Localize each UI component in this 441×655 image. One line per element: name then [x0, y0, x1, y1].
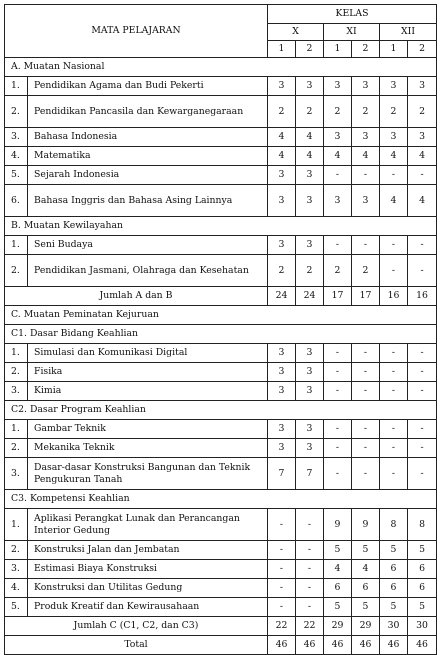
- hours-cell: -: [296, 541, 324, 560]
- hours-cell: -: [352, 236, 380, 255]
- row-number: 4.: [5, 147, 28, 166]
- subject-name: Mekanika Teknik: [28, 439, 268, 458]
- total-cell: 46: [352, 636, 380, 655]
- subject-row: [5, 344, 437, 363]
- total-cell: 30: [380, 617, 408, 636]
- hours-cell: -: [296, 560, 324, 579]
- row-number: 1.: [5, 77, 28, 96]
- subject-name: Bahasa Indonesia: [28, 128, 268, 147]
- hours-cell: 4: [408, 147, 437, 166]
- subject-row: [5, 420, 437, 439]
- subject-row: [5, 439, 437, 458]
- subject-name: Gambar Teknik: [28, 420, 268, 439]
- total-cell: 46: [408, 636, 437, 655]
- total-cell: 24: [296, 287, 324, 306]
- subject-row: [5, 255, 437, 287]
- semester-header: 2: [296, 41, 324, 58]
- hours-cell: -: [408, 236, 437, 255]
- row-number: 1.: [5, 509, 28, 541]
- hours-cell: 3: [296, 344, 324, 363]
- hours-cell: -: [408, 255, 437, 287]
- section-title: C3. Kompetensi Keahlian: [5, 490, 437, 509]
- hours-cell: -: [324, 458, 352, 490]
- row-number: 4.: [5, 579, 28, 598]
- row-number: 6.: [5, 185, 28, 217]
- hours-cell: 6: [324, 579, 352, 598]
- kelas-header: KELAS: [268, 5, 437, 24]
- hours-cell: -: [408, 420, 437, 439]
- hours-cell: 3: [296, 439, 324, 458]
- semester-header: 2: [408, 41, 437, 58]
- subject-name: Simulasi dan Komunikasi Digital: [28, 344, 268, 363]
- row-number: 1.: [5, 236, 28, 255]
- hours-cell: 4: [380, 147, 408, 166]
- row-number: 2.: [5, 439, 28, 458]
- section-row: [5, 401, 437, 420]
- hours-cell: -: [380, 166, 408, 185]
- total-row: [5, 287, 437, 306]
- subject-row: [5, 236, 437, 255]
- subject-name: Fisika: [28, 363, 268, 382]
- row-number: 2.: [5, 541, 28, 560]
- hours-cell: -: [380, 255, 408, 287]
- section-row: [5, 217, 437, 236]
- hours-cell: -: [324, 363, 352, 382]
- hours-cell: -: [268, 541, 296, 560]
- hours-cell: 3: [268, 439, 296, 458]
- hours-cell: 3: [352, 77, 380, 96]
- subject-row: [5, 147, 437, 166]
- hours-cell: 6: [352, 579, 380, 598]
- hours-cell: -: [408, 382, 437, 401]
- semester-header: 1: [324, 41, 352, 58]
- hours-cell: -: [408, 363, 437, 382]
- hours-cell: 2: [324, 255, 352, 287]
- subject-row: [5, 458, 437, 490]
- hours-cell: -: [324, 236, 352, 255]
- subject-row: [5, 96, 437, 128]
- hours-cell: 5: [352, 598, 380, 617]
- hours-cell: -: [268, 560, 296, 579]
- row-number: 3.: [5, 128, 28, 147]
- hours-cell: 3: [268, 236, 296, 255]
- hours-cell: 4: [268, 128, 296, 147]
- hours-cell: 3: [324, 185, 352, 217]
- hours-cell: 5: [352, 541, 380, 560]
- section-title: C1. Dasar Bidang Keahlian: [5, 325, 437, 344]
- total-label: Jumlah A dan B: [5, 287, 268, 306]
- hours-cell: 4: [324, 560, 352, 579]
- section-row: [5, 306, 437, 325]
- hours-cell: 2: [296, 255, 324, 287]
- hours-cell: -: [352, 382, 380, 401]
- hours-cell: -: [268, 598, 296, 617]
- hours-cell: 6: [380, 560, 408, 579]
- hours-cell: -: [296, 598, 324, 617]
- total-cell: 16: [408, 287, 437, 306]
- total-cell: 17: [324, 287, 352, 306]
- hours-cell: 6: [380, 579, 408, 598]
- curriculum-table-container: [4, 4, 437, 655]
- hours-cell: -: [296, 509, 324, 541]
- hours-cell: 6: [408, 579, 437, 598]
- total-cell: 46: [268, 636, 296, 655]
- total-cell: 46: [380, 636, 408, 655]
- total-cell: 22: [268, 617, 296, 636]
- grade-header-x: X: [268, 24, 324, 41]
- section-title: C. Muatan Peminatan Kejuruan: [5, 306, 437, 325]
- hours-cell: 3: [408, 77, 437, 96]
- hours-cell: 5: [380, 541, 408, 560]
- hours-cell: 3: [324, 77, 352, 96]
- total-cell: 46: [296, 636, 324, 655]
- subject-name: Produk Kreatif dan Kewirausahaan: [28, 598, 268, 617]
- hours-cell: -: [324, 166, 352, 185]
- hours-cell: 7: [296, 458, 324, 490]
- hours-cell: 5: [408, 598, 437, 617]
- row-number: 5.: [5, 598, 28, 617]
- section-title: C2. Dasar Program Keahlian: [5, 401, 437, 420]
- hours-cell: 4: [352, 560, 380, 579]
- hours-cell: 3: [268, 344, 296, 363]
- hours-cell: 3: [296, 185, 324, 217]
- hours-cell: 2: [408, 96, 437, 128]
- subject-name: Pendidikan Agama dan Budi Pekerti: [28, 77, 268, 96]
- hours-cell: -: [380, 344, 408, 363]
- hours-cell: -: [324, 420, 352, 439]
- semester-header: 2: [352, 41, 380, 58]
- hours-cell: 2: [380, 96, 408, 128]
- hours-cell: -: [408, 458, 437, 490]
- hours-cell: -: [268, 509, 296, 541]
- subject-name: Aplikasi Perangkat Lunak dan Perancangan Interior Gedung: [28, 509, 268, 541]
- hours-cell: 3: [268, 77, 296, 96]
- total-label: Total: [5, 636, 268, 655]
- hours-cell: 6: [408, 560, 437, 579]
- hours-cell: 3: [380, 128, 408, 147]
- hours-cell: -: [324, 344, 352, 363]
- hours-cell: -: [380, 363, 408, 382]
- subject-row: [5, 363, 437, 382]
- hours-cell: -: [380, 439, 408, 458]
- hours-cell: 3: [380, 77, 408, 96]
- hours-cell: 3: [296, 382, 324, 401]
- total-cell: 46: [324, 636, 352, 655]
- hours-cell: 5: [324, 598, 352, 617]
- hours-cell: 3: [352, 185, 380, 217]
- hours-cell: 3: [268, 382, 296, 401]
- hours-cell: 4: [380, 185, 408, 217]
- hours-cell: -: [352, 458, 380, 490]
- hours-cell: 3: [268, 185, 296, 217]
- hours-cell: 8: [380, 509, 408, 541]
- hours-cell: 2: [324, 96, 352, 128]
- hours-cell: 3: [296, 166, 324, 185]
- total-cell: 16: [380, 287, 408, 306]
- subject-column-header: MATA PELAJARAN: [5, 5, 268, 58]
- hours-cell: -: [268, 579, 296, 598]
- hours-cell: -: [296, 579, 324, 598]
- hours-cell: 2: [352, 96, 380, 128]
- subject-name: Kimia: [28, 382, 268, 401]
- hours-cell: -: [352, 439, 380, 458]
- hours-cell: -: [324, 382, 352, 401]
- hours-cell: 4: [296, 128, 324, 147]
- total-cell: 17: [352, 287, 380, 306]
- hours-cell: 2: [268, 255, 296, 287]
- hours-cell: -: [380, 236, 408, 255]
- subject-name: Bahasa Inggris dan Bahasa Asing Lainnya: [28, 185, 268, 217]
- hours-cell: -: [352, 363, 380, 382]
- row-number: 3.: [5, 560, 28, 579]
- hours-cell: 3: [324, 128, 352, 147]
- subject-name: Pendidikan Pancasila dan Kewarganegaraan: [28, 96, 268, 128]
- hours-cell: -: [380, 382, 408, 401]
- subject-row: [5, 185, 437, 217]
- total-cell: 22: [296, 617, 324, 636]
- table-header: [5, 5, 437, 58]
- section-row: [5, 325, 437, 344]
- total-row: [5, 636, 437, 655]
- hours-cell: 3: [296, 420, 324, 439]
- hours-cell: -: [324, 439, 352, 458]
- hours-cell: 3: [408, 128, 437, 147]
- grade-header-xi: XI: [324, 24, 380, 41]
- subject-name: Matematika: [28, 147, 268, 166]
- hours-cell: -: [352, 344, 380, 363]
- hours-cell: -: [408, 344, 437, 363]
- row-number: 2.: [5, 255, 28, 287]
- row-number: 1.: [5, 420, 28, 439]
- subject-row: [5, 128, 437, 147]
- section-title: A. Muatan Nasional: [5, 58, 437, 77]
- subject-row: [5, 509, 437, 541]
- subject-name: Konstruksi Jalan dan Jembatan: [28, 541, 268, 560]
- row-number: 2.: [5, 96, 28, 128]
- hours-cell: 3: [296, 77, 324, 96]
- hours-cell: 5: [408, 541, 437, 560]
- hours-cell: 5: [380, 598, 408, 617]
- hours-cell: 4: [352, 147, 380, 166]
- section-row: [5, 490, 437, 509]
- subject-row: [5, 541, 437, 560]
- hours-cell: 2: [296, 96, 324, 128]
- hours-cell: 3: [268, 363, 296, 382]
- hours-cell: -: [408, 439, 437, 458]
- hours-cell: 2: [268, 96, 296, 128]
- hours-cell: -: [352, 420, 380, 439]
- hours-cell: 5: [324, 541, 352, 560]
- row-number: 5.: [5, 166, 28, 185]
- subject-row: [5, 77, 437, 96]
- hours-cell: 9: [352, 509, 380, 541]
- total-label: Jumlah C (C1, C2, dan C3): [5, 617, 268, 636]
- total-row: [5, 617, 437, 636]
- subject-name: Konstruksi dan Utilitas Gedung: [28, 579, 268, 598]
- hours-cell: 3: [352, 128, 380, 147]
- total-cell: 30: [408, 617, 437, 636]
- total-cell: 29: [352, 617, 380, 636]
- subject-name: Sejarah Indonesia: [28, 166, 268, 185]
- hours-cell: 2: [352, 255, 380, 287]
- subject-row: [5, 166, 437, 185]
- total-cell: 24: [268, 287, 296, 306]
- subject-name: Seni Budaya: [28, 236, 268, 255]
- hours-cell: 3: [296, 236, 324, 255]
- subject-row: [5, 598, 437, 617]
- hours-cell: 8: [408, 509, 437, 541]
- row-number: 1.: [5, 344, 28, 363]
- hours-cell: 4: [268, 147, 296, 166]
- subject-name: Estimasi Biaya Konstruksi: [28, 560, 268, 579]
- hours-cell: 3: [268, 166, 296, 185]
- section-title: B. Muatan Kewilayahan: [5, 217, 437, 236]
- hours-cell: 9: [324, 509, 352, 541]
- row-number: 3.: [5, 382, 28, 401]
- table-body: [5, 58, 437, 655]
- hours-cell: 3: [296, 363, 324, 382]
- section-row: [5, 58, 437, 77]
- total-cell: 29: [324, 617, 352, 636]
- subject-row: [5, 382, 437, 401]
- hours-cell: -: [408, 166, 437, 185]
- semester-header: 1: [268, 41, 296, 58]
- hours-cell: -: [380, 420, 408, 439]
- subject-row: [5, 579, 437, 598]
- row-number: 2.: [5, 363, 28, 382]
- hours-cell: -: [380, 458, 408, 490]
- grade-header-xii: XII: [380, 24, 437, 41]
- hours-cell: 3: [268, 420, 296, 439]
- hours-cell: 7: [268, 458, 296, 490]
- row-number: 3.: [5, 458, 28, 490]
- subject-name: Pendidikan Jasmani, Olahraga dan Kesehatan: [28, 255, 268, 287]
- hours-cell: 4: [324, 147, 352, 166]
- hours-cell: 4: [296, 147, 324, 166]
- hours-cell: -: [352, 166, 380, 185]
- semester-header: 1: [380, 41, 408, 58]
- subject-name: Dasar-dasar Konstruksi Bangunan dan Teknik Pengukuran Tanah: [28, 458, 268, 490]
- curriculum-table: [4, 4, 437, 655]
- subject-row: [5, 560, 437, 579]
- hours-cell: 4: [408, 185, 437, 217]
